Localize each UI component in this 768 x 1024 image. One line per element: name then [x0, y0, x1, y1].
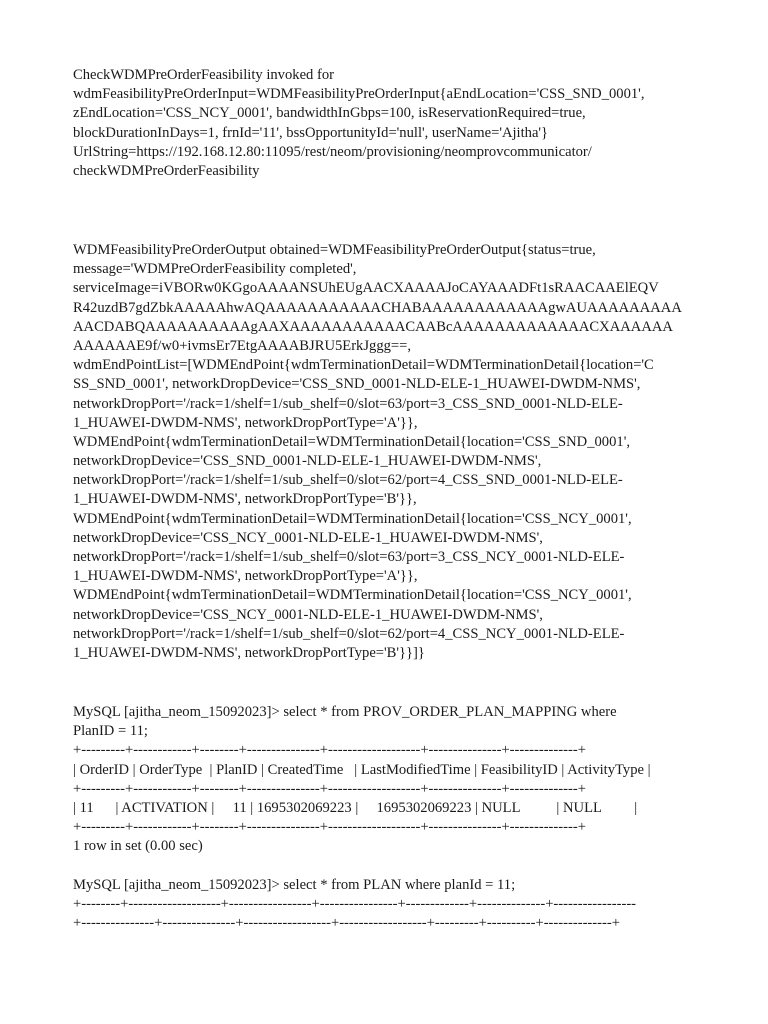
text-line: 1_HUAWEI-DWDM-NMS', networkDropPortType='A'}}, — [73, 568, 418, 585]
text-line: SS_SND_0001', networkDropDevice='CSS_SND_0001-NLD-ELE-1_HUAWEI-DWDM-NMS', — [73, 376, 641, 393]
text-line: MySQL [ajitha_neom_15092023]> select * from PROV_ORDER_PLAN_MAPPING where — [73, 704, 617, 720]
text-line: +---------+------------+--------+---------------+-------------------+---------------+--------------+ — [73, 819, 586, 836]
text-line: networkDropPort='/rack=1/shelf=1/sub_shelf=0/slot=62/port=4_CSS_NCY_0001-NLD-ELE- — [73, 625, 625, 642]
text-line: AAAAAAE9f/w0+ivmsEr7EtgAAAABJRU5ErkJggg==, — [73, 337, 412, 354]
text-line: 1_HUAWEI-DWDM-NMS', networkDropPortType='A'}}, — [73, 414, 418, 431]
text-line: PlanID = 11; — [73, 723, 148, 740]
text-line: AACDABQAAAAAAAAAAgAAXAAAAAAAAAAACAABcAAAAAAAAAAAAACXAAAAAA — [73, 318, 673, 335]
text-line: R42uzdB7gdZbkAAAAAhwAQAAAAAAAAAAACHABAAAAAAAAAAAAgwAUAAAAAAAAA — [73, 299, 682, 316]
text-line: WDMFeasibilityPreOrderOutput obtained=WDMFeasibilityPreOrderOutput{status=true, — [73, 242, 596, 258]
text-line: UrlString=https://192.168.12.80:11095/rest/neom/provisioning/neomprovcommunicator/ — [73, 143, 592, 160]
text-line: 1 row in set (0.00 sec) — [73, 838, 203, 854]
text-line: +---------+------------+--------+---------------+-------------------+---------------+--------------+ — [73, 780, 586, 797]
text-line: wdmEndPointList=[WDMEndPoint{wdmTerminationDetail=WDMTerminationDetail{location='C — [73, 357, 654, 374]
text-line: 1_HUAWEI-DWDM-NMS', networkDropPortType='B'}}]} — [73, 644, 425, 661]
text-line: +--------+-------------------+-----------------+----------------+-------------+--------------+----------------- — [73, 896, 637, 913]
text-line: | OrderID | OrderType | PlanID | CreatedTime | LastModifiedTime | FeasibilityID | ActivityType | — [73, 761, 651, 778]
text-line: +---------+------------+--------+---------------+-------------------+---------------+--------------+ — [73, 742, 586, 759]
text-line: WDMEndPoint{wdmTerminationDetail=WDMTerminationDetail{location='CSS_NCY_0001', — [73, 587, 632, 604]
text-line: WDMEndPoint{wdmTerminationDetail=WDMTerminationDetail{location='CSS_NCY_0001', — [73, 510, 632, 527]
row-count-result — [73, 837, 753, 856]
text-line: MySQL [ajitha_neom_15092023]> select * from PLAN where planId = 11; — [73, 877, 516, 893]
text-line: +---------------+---------------+------------------+------------------+---------+----------+--------------+ — [73, 915, 620, 932]
text-line: | 11 | ACTIVATION | 11 | 1695302069223 | 1695302069223 | NULL | NULL | — [73, 799, 638, 816]
text-line: CheckWDMPreOrderFeasibility invoked for — [73, 67, 335, 83]
text-line: 1_HUAWEI-DWDM-NMS', networkDropPortType='B'}}, — [73, 491, 417, 508]
text-line: networkDropDevice='CSS_NCY_0001-NLD-ELE-1_HUAWEI-DWDM-NMS', — [73, 606, 543, 623]
text-line: networkDropDevice='CSS_SND_0001-NLD-ELE-1_HUAWEI-DWDM-NMS', — [73, 453, 542, 470]
text-line: blockDurationInDays=1, frnId='11', bssOpportunityId='null', userName='Ajitha'} — [73, 124, 549, 141]
plan-query — [73, 876, 753, 934]
text-line: networkDropDevice='CSS_NCY_0001-NLD-ELE-1_HUAWEI-DWDM-NMS', — [73, 529, 543, 546]
text-line: message='WDMPreOrderFeasibility completed', — [73, 261, 357, 278]
text-line: checkWDMPreOrderFeasibility — [73, 162, 260, 179]
text-line: WDMEndPoint{wdmTerminationDetail=WDMTerminationDetail{location='CSS_SND_0001', — [73, 433, 630, 450]
feasibility-input-log — [73, 66, 753, 181]
text-line: serviceImage=iVBORw0KGgoAAAANSUhEUgAACXAAAAJoCAYAAADFt1sRAACAAElEQV — [73, 280, 659, 297]
feasibility-output-log — [73, 241, 753, 663]
text-line: zEndLocation='CSS_NCY_0001', bandwidthInGbps=100, isReservationRequired=true, — [73, 105, 586, 122]
text-line: networkDropPort='/rack=1/shelf=1/sub_shelf=0/slot=63/port=3_CSS_NCY_0001-NLD-ELE- — [73, 549, 625, 565]
order-plan-mapping-query — [73, 703, 753, 837]
text-line: networkDropPort='/rack=1/shelf=1/sub_shelf=0/slot=62/port=4_CSS_SND_0001-NLD-ELE- — [73, 472, 623, 489]
text-line: networkDropPort='/rack=1/shelf=1/sub_shelf=0/slot=63/port=3_CSS_SND_0001-NLD-ELE- — [73, 395, 623, 412]
text-line: wdmFeasibilityPreOrderInput=WDMFeasibilityPreOrderInput{aEndLocation='CSS_SND_0001', — [73, 86, 645, 103]
